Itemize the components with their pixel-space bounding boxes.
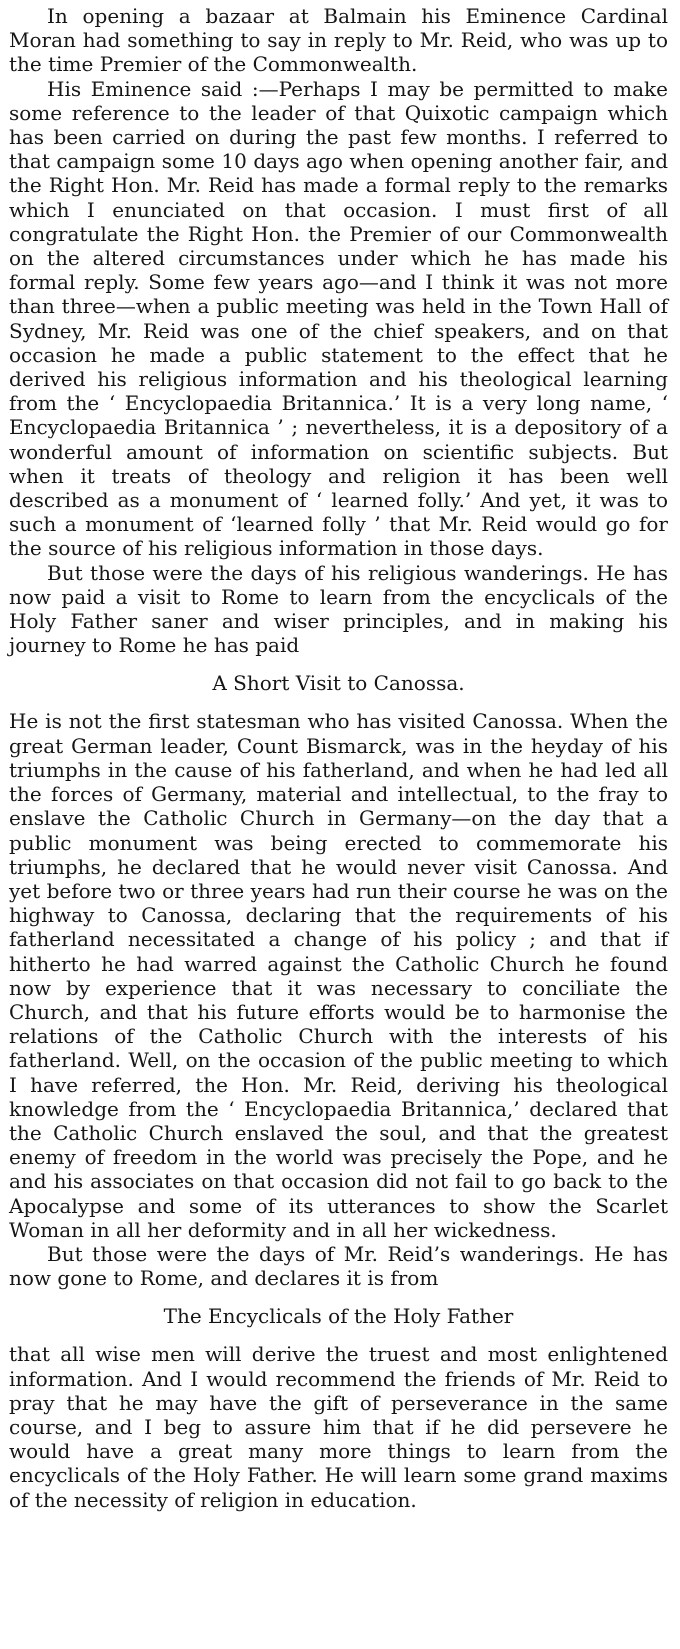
- intro-paragraph-2: His Eminence said :—Perhaps I may be permitted to make some reference to the leader of that Quixotic campaign which has been carried on during the past few months. I referred to that campaign some 10 days ago when opening another fair, and the Right Hon. Mr. Reid has made a formal reply to the remarks which I enunciated on that occasion. I must first of all congratulate the Right Hon. the Premier of our Commonwealth on the altered circumstances under which he has made his formal reply. Some few years ago—and I think it was not more than three—when a public meeting was held in the Town Hall of Sydney, Mr. Reid was one of the chief speakers, and on that occasion he made a public statement to the effect that he derived his religious information and his theological learning from the ‘ Encyclopaedia Britannica.’ It is a very long name, ‘ Encyclopaedia Britannica ’ ; nevertheless, it is a depository of a wonderful amount of information on scientific subjects. But when it treats of theology and religion it has been well described as a monument of ‘ learned folly.’ And yet, it was to such a monument of ‘learned folly ’ that Mr. Reid would go for the source of his religious information in those days.: [9, 76, 668, 561]
- intro-paragraph-3: But those were the days of his religious wanderings. He has now paid a visit to Rome to learn from the encyclicals of the Holy Father saner and wiser principles, and in making his journey to Rome he has paid: [9, 560, 668, 658]
- subheading-encyclicals-of-holy-father: The Encyclicals of the Holy Father: [163, 1304, 514, 1329]
- encyclicals-paragraph-1: that all wise men will derive the truest and most enlightened information. And I would recommend the friends of Mr. Reid to pray that he may have the gift of perseverance in the same course, and I beg to assure him that if he did persevere he would have a great many more things to learn from the encyclicals of the Holy Father. He will learn some grand maxims of the necessity of religion in education.: [9, 1342, 668, 1512]
- subheading-short-visit-to-canossa: A Short Visit to Canossa.: [212, 671, 465, 696]
- canossa-paragraph-1: He is not the first statesman who has visited Canossa. When the great German leader, Count Bismarck, was in the heyday of his triumphs in the cause of his fatherland, and when he had led all the forces of Germany, material and intellectual, to the fray to enslave the Catholic Church in Germany—on the day that a public monument was being erected to commemorate his triumphs, he declared that he would never visit Canossa. And yet before two or three years had run their course he was on the highway to Canossa, declaring that the requirements of his fatherland necessitated a change of his policy ; and that if hitherto he had warred against the Catholic Church he found now by experience that it was necessary to conciliate the Church, and that his future efforts would be to harmonise the relations of the Catholic Church with the interests of his fatherland. Well, on the occasion of the public meeting to which I have referred, the Hon. Mr. Reid, deriving his theological knowledge from the ‘ Encyclopaedia Britannica,’ declared that the Catholic Church enslaved the soul, and that the greatest enemy of freedom in the world was precisely the Pope, and he and his associates on that occasion did not fail to go back to the Apocalypse and some of its utterances to show the Scarlet Woman in all her deformity and in all her wickedness.: [9, 709, 668, 1242]
- intro-paragraph-1: In opening a bazaar at Balmain his Eminence Cardinal Moran had something to say in reply to Mr. Reid, who was up to the time Premier of the Commonwealth.: [9, 4, 668, 77]
- canossa-paragraph-2: But those were the days of Mr. Reid’s wanderings. He has now gone to Rome, and declares it is from: [9, 1241, 668, 1291]
